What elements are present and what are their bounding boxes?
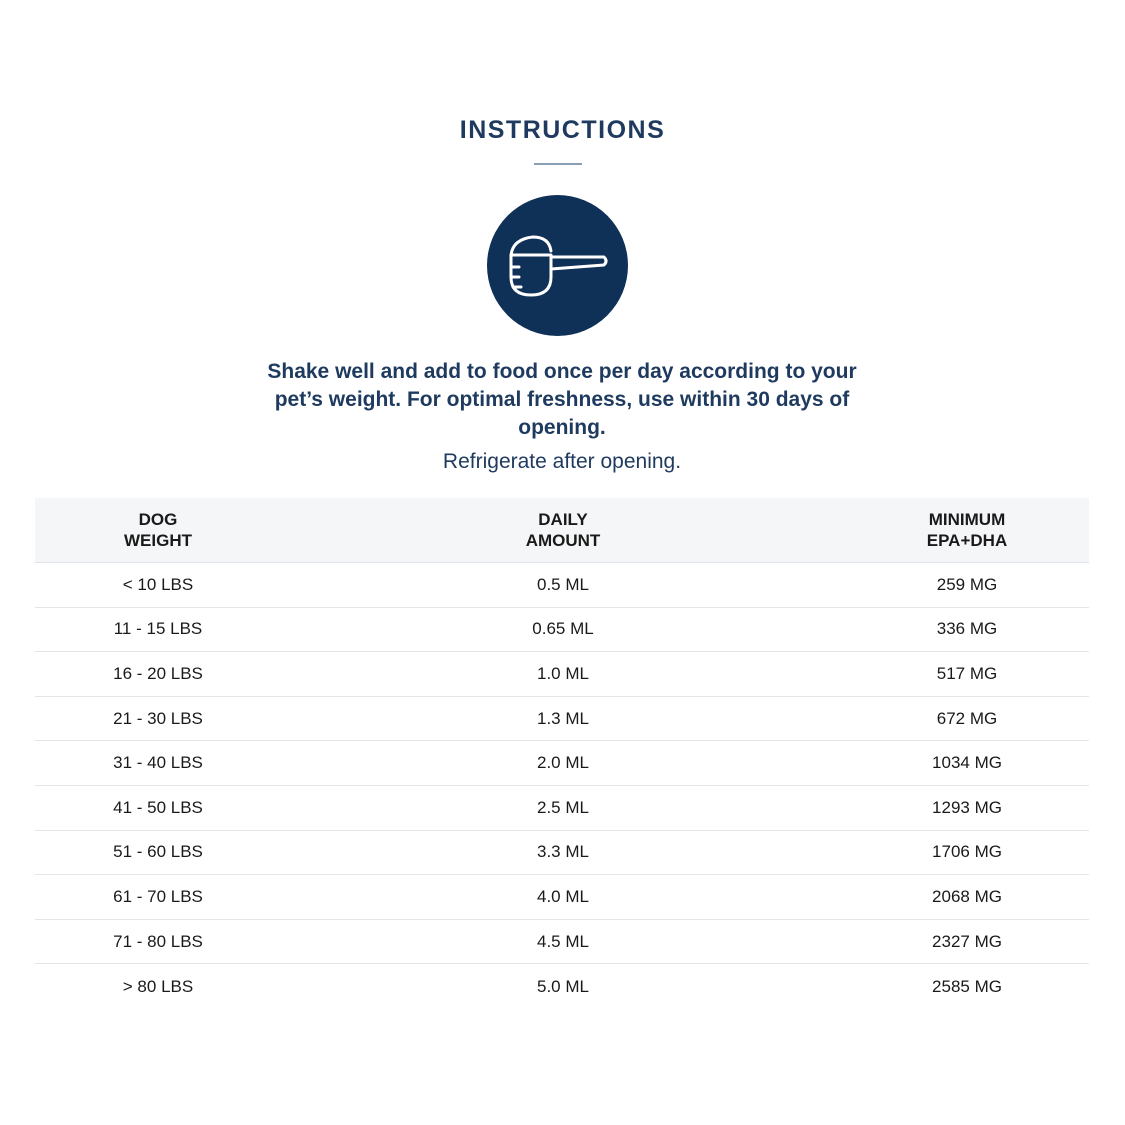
table-header — [35, 498, 1089, 563]
cell-amount: 0.5 ML — [537, 574, 589, 594]
header-dog-weight-line2: WEIGHT — [124, 531, 192, 550]
cell-weight: 71 - 80 LBS — [113, 931, 203, 951]
table-row — [35, 920, 1089, 965]
header-daily-amount-line1: DAILY — [538, 510, 588, 529]
cell-epa-dha: 336 MG — [936, 619, 998, 639]
cell-amount: 1.3 ML — [537, 708, 589, 728]
title-divider — [534, 163, 582, 165]
header-daily-amount-line2: AMOUNT — [525, 531, 601, 550]
cell-epa-dha: 1034 MG — [932, 753, 1002, 773]
header-min-epa-dha — [845, 509, 1089, 551]
cell-weight: 31 - 40 LBS — [113, 753, 203, 773]
page-title: INSTRUCTIONS — [459, 116, 666, 144]
table-row — [35, 786, 1089, 831]
cell-amount: 4.5 ML — [537, 931, 589, 951]
header-min-epa-dha-line1: MINIMUM — [928, 510, 1006, 529]
table-row — [35, 741, 1089, 786]
usage-instructions: Shake well and add to food once per day according to your pet’s weight. For optimal freshness, use within 30 days of opening. — [267, 360, 857, 439]
cell-weight: 21 - 30 LBS — [113, 708, 203, 728]
cell-epa-dha: 672 MG — [936, 708, 998, 728]
cell-amount: 5.0 ML — [537, 976, 589, 996]
cell-amount: 3.3 ML — [537, 842, 589, 862]
cell-epa-dha: 2585 MG — [932, 976, 1002, 996]
table-row — [35, 964, 1089, 1009]
cell-weight: 11 - 15 LBS — [113, 619, 203, 639]
storage-note: Refrigerate after opening. — [442, 450, 682, 473]
cell-weight: 61 - 70 LBS — [113, 886, 203, 906]
header-dog-weight — [35, 509, 281, 551]
cell-epa-dha: 259 MG — [936, 574, 998, 594]
cell-weight: 51 - 60 LBS — [113, 842, 203, 862]
dosage-table — [35, 498, 1089, 1009]
cell-amount: 4.0 ML — [537, 886, 589, 906]
table-row — [35, 697, 1089, 742]
header-min-epa-dha-line2: EPA+DHA — [926, 531, 1008, 550]
icon-badge — [487, 195, 628, 336]
table-row — [35, 875, 1089, 920]
cell-epa-dha: 517 MG — [936, 663, 998, 683]
cell-amount: 0.65 ML — [532, 619, 594, 639]
cell-amount: 2.5 ML — [537, 797, 589, 817]
cell-weight: 16 - 20 LBS — [113, 663, 203, 683]
table-row — [35, 652, 1089, 697]
table-row — [35, 608, 1089, 653]
cell-amount: 2.0 ML — [537, 753, 589, 773]
table-row — [35, 563, 1089, 608]
cell-epa-dha: 1293 MG — [932, 797, 1002, 817]
cell-amount: 1.0 ML — [537, 663, 589, 683]
cell-weight: > 80 LBS — [122, 976, 194, 996]
cell-epa-dha: 1706 MG — [932, 842, 1002, 862]
cell-epa-dha: 2068 MG — [932, 886, 1002, 906]
cell-weight: < 10 LBS — [122, 574, 194, 594]
header-daily-amount — [281, 509, 845, 551]
table-row — [35, 831, 1089, 876]
measuring-scoop-icon — [487, 195, 628, 336]
header-dog-weight-line1: DOG — [138, 510, 178, 529]
cell-weight: 41 - 50 LBS — [113, 797, 203, 817]
cell-epa-dha: 2327 MG — [932, 931, 1002, 951]
